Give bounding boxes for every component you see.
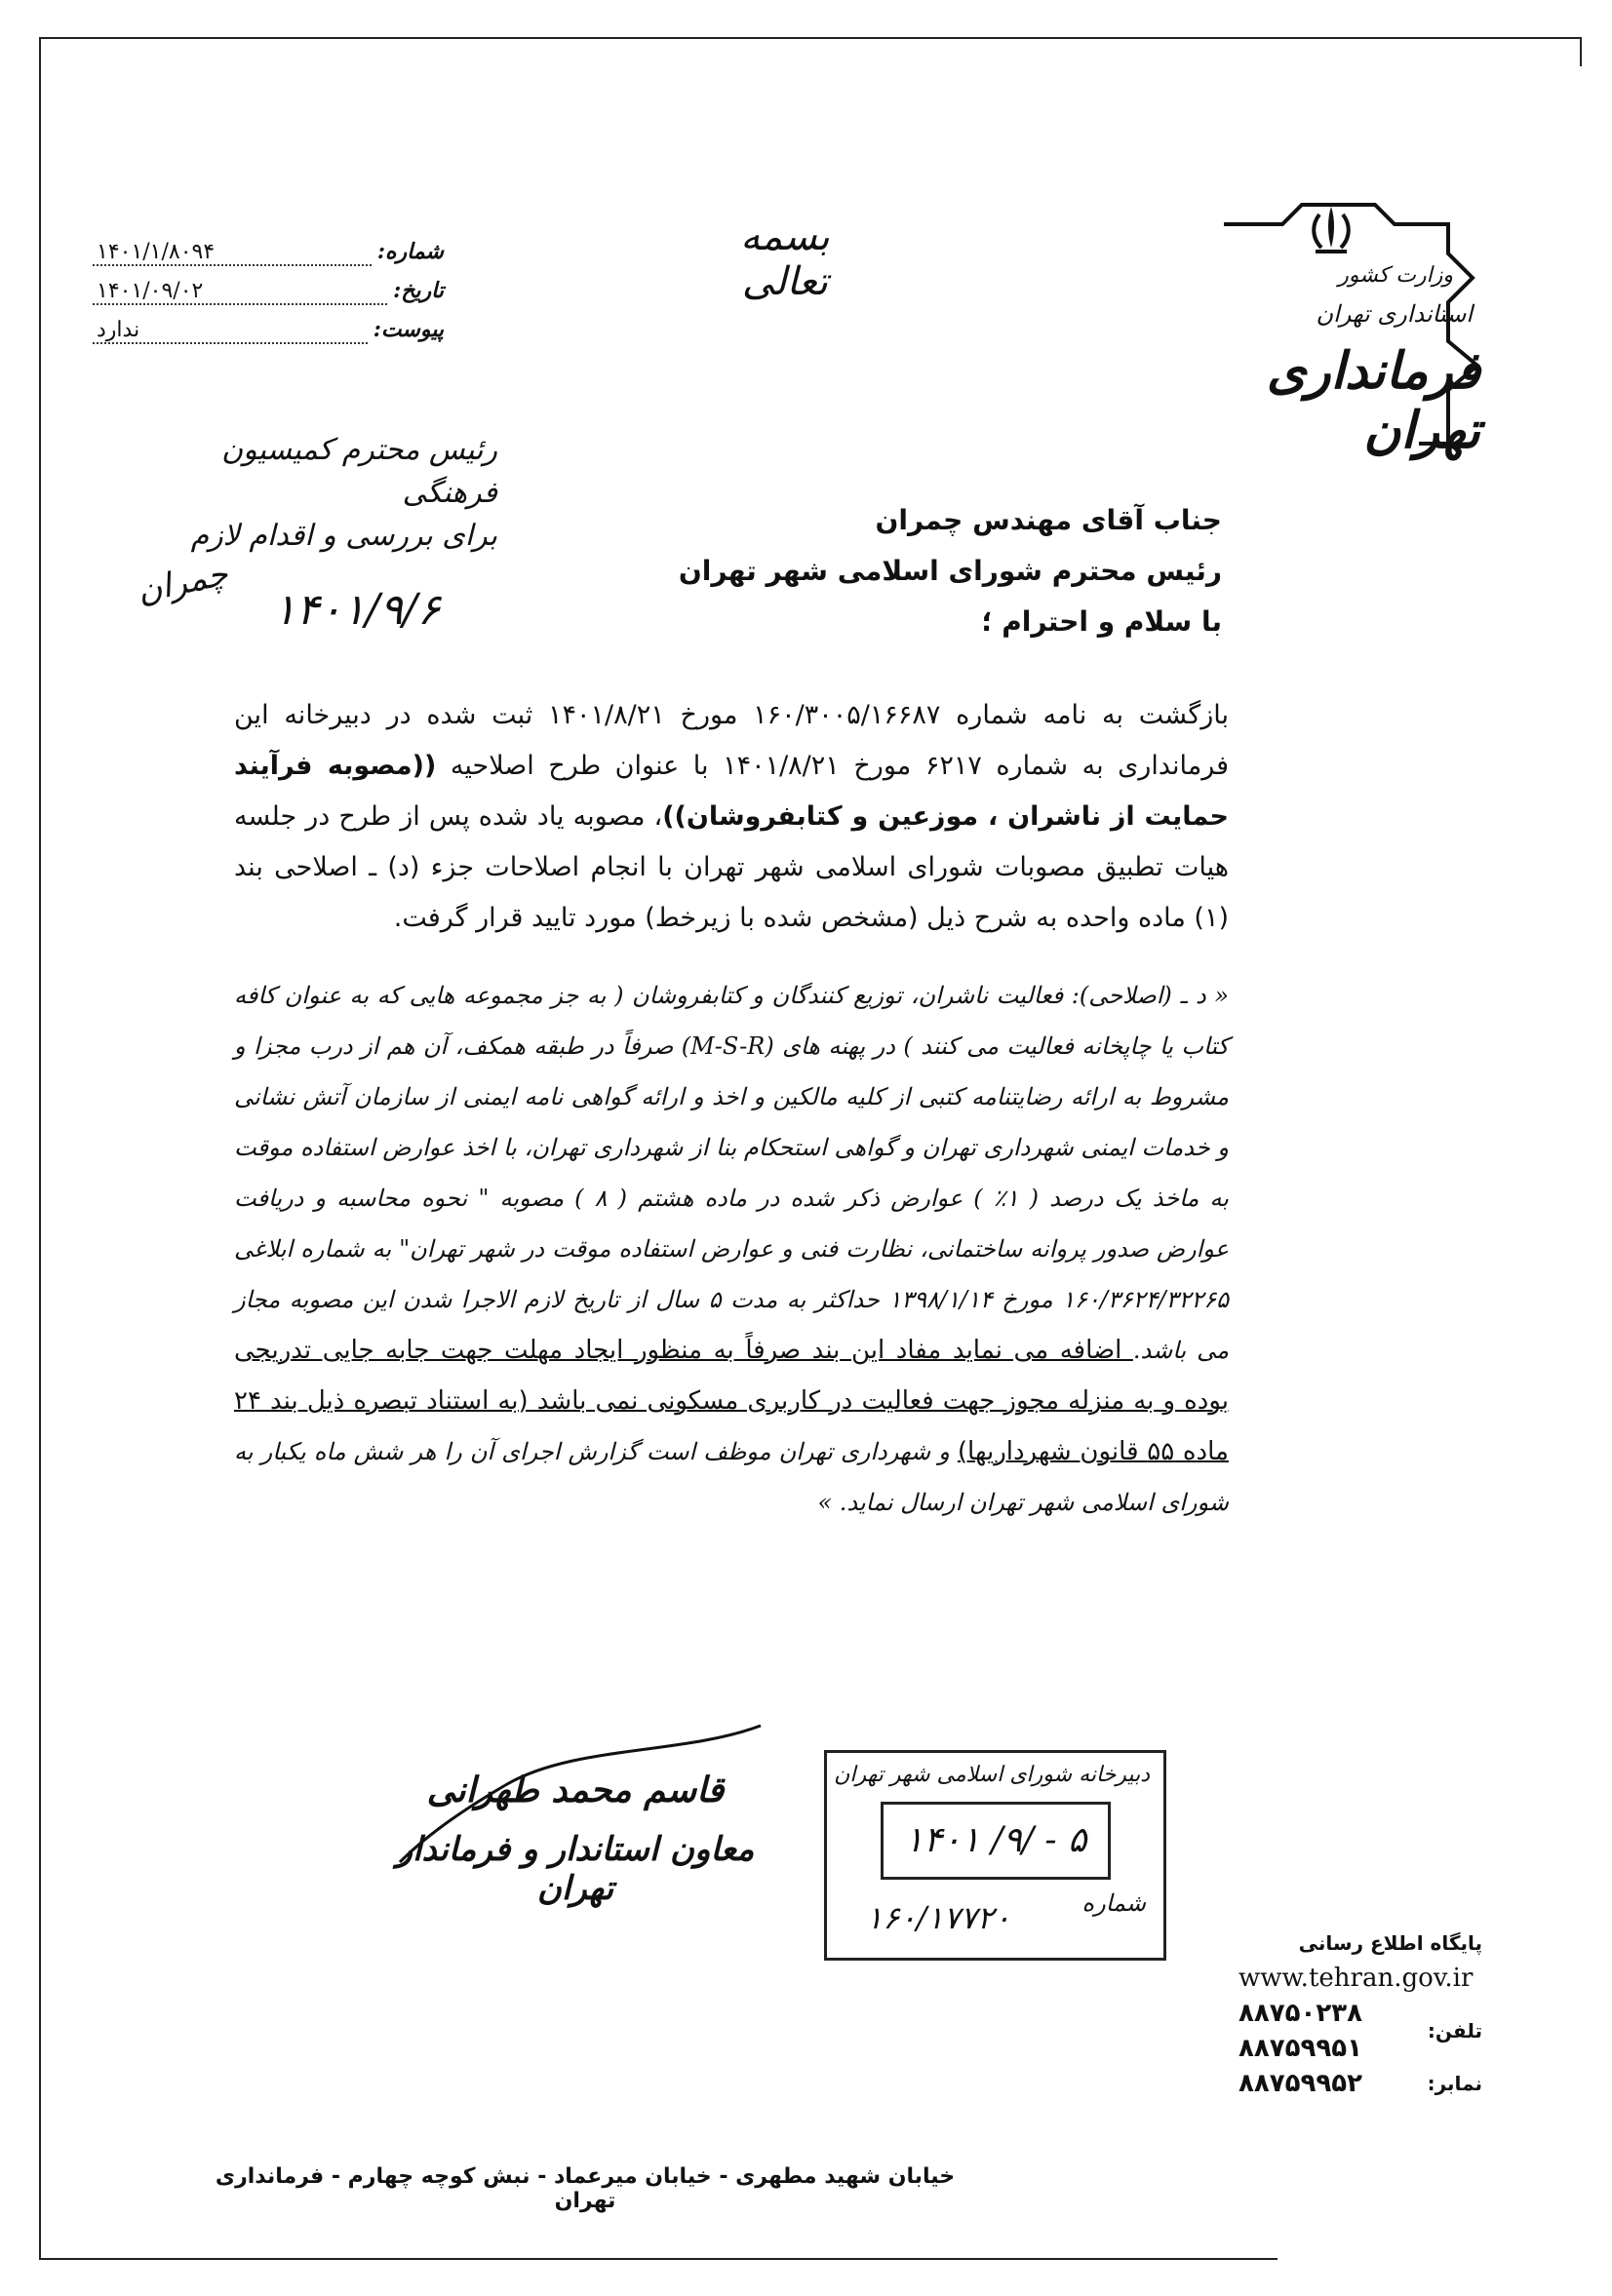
stamp-number: ۱۶۰/۱۷۷۲۰	[866, 1899, 1011, 1936]
signatory-title: معاون استاندار و فرماندار تهران	[396, 1830, 755, 1908]
meta-number-label: شماره:	[376, 239, 444, 264]
handwritten-signature: چمران	[134, 554, 232, 612]
fax-label: نمابر:	[1427, 2072, 1482, 2095]
meta-attachment-label: پیوست:	[373, 317, 444, 342]
phone-number-1: ۸۸۷۵۰۲۳۸	[1238, 1999, 1362, 2028]
addressee-name: جناب آقای مهندس چمران	[875, 504, 1222, 536]
logo-office-text: فرمانداری تهران	[1266, 341, 1480, 460]
quote-underlined-text: اضافه می نماید مفاد این بند صرفاً به منظور ایجاد مهلت جهت جابه جایی تدریجی بوده و به منزله مجوز جهت فعالیت در کاربری مسکونی نمی باشد (به استناد تبصره ذیل بند ۲۴ ماده ۵۵ قانون شهرداریها)	[234, 1336, 1229, 1466]
website-url: www.tehran.gov.ir	[1238, 1964, 1474, 1993]
governorate-logo	[1165, 195, 1512, 468]
letter-body-paragraph	[234, 690, 1229, 944]
page-border-left	[39, 37, 41, 2260]
meta-date-label: تاریخ:	[393, 278, 444, 303]
bismillah-heading: بسمه تعالی	[740, 214, 830, 304]
meta-date-row	[93, 278, 444, 317]
logo-ministry-text: وزارت کشور	[1338, 263, 1453, 288]
letter-addressee	[539, 495, 1222, 647]
stamp-date: ۱۴۰۱ /۹/ - ۵	[881, 1802, 1111, 1880]
page-border-top	[39, 37, 1582, 39]
secretariat-stamp	[824, 1750, 1166, 1961]
phone-label: تلفن:	[1427, 2019, 1482, 2043]
meta-attachment-value: ندارد	[93, 318, 368, 344]
phone-row	[1238, 1996, 1482, 2066]
body-text-part-1: بازگشت به نامه شماره ۱۶۰/۳۰۰۵/۱۶۶۸۷ مورخ ۱۴۰۱/۸/۲۱ ثبت شده در دبیرخانه این فرمانداری به شماره ۶۲۱۷ مورخ ۱۴۰۱/۸/۲۱ با عنوان طرح اصلاحیه	[234, 700, 1230, 781]
page-border-right-tick	[1580, 37, 1582, 66]
body-text-part-2: ، مصوبه یاد شده پس از طرح در جلسه هیات تطبیق مصوبات شورای اسلامی شهر تهران با انجام اصلاحات جزء (د) ـ اصلاحی بند (۱) ماده واحده به شرح ذیل (مشخص شده با زیرخط) مورد تایید قرار گرفت.	[234, 801, 1229, 933]
addressee-title: رئیس محترم شورای اسلامی شهر تهران	[678, 555, 1222, 587]
handwritten-referral-note	[146, 429, 497, 558]
fax-row	[1238, 2066, 1482, 2101]
quote-tail-text: و شهرداری تهران موظف است گزارش اجرای آن را هر شش ماه یکبار به شورای اسلامی شهر تهران ارسال نماید. »	[234, 1438, 1229, 1516]
handwritten-note-line-1: رئیس محترم کمیسیون فرهنگی	[221, 433, 497, 510]
meta-number-value: ۱۴۰۱/۱/۸۰۹۴	[93, 240, 372, 266]
quote-text: « د ـ (اصلاحی): فعالیت ناشران، توزیع کنندگان و کتابفروشان ( به جز مجموعه هایی که به عنوان کافه کتاب یا چاپخانه فعالیت می کنند ) در پهنه های (M-S-R) صرفاً در طبقه همکف، آن هم از درب مجزا و مشروط به ارائه رضایتنامه کتبی از کلیه مالکین و اخذ و ارائه گواهی نامه ایمنی از سازمان آتش نشانی و خدمات ایمنی شهرداری تهران و گواهی استحکام بنا از شهرداری تهران، با اخذ عوارض استفاده موقت به ماخذ یک درصد ( ۱٪ ) عوارض ذکر شده در ماده هشتم ( ۸ ) مصوبه " نحوه محاسبه و دریافت عوارض صدور پروانه ساختمانی، نظارت فنی و عوارض استفاده موقت در شهر تهران" به شماره ابلاغی ۱۶۰/۳۶۲۴/۳۲۲۶۵ مورخ ۱۳۹۸/۱/۱۴ حداکثر به مدت ۵ سال از تاریخ لازم الاجرا شدن این مصوبه مجاز می باشد.	[234, 982, 1229, 1364]
letter-metadata	[93, 239, 444, 356]
handwritten-date: ۱۴۰۱/۹/۶	[273, 585, 441, 635]
handwritten-note-line-2: برای بررسی و اقدام لازم	[190, 519, 497, 553]
greeting: با سلام و احترام ؛	[981, 605, 1222, 638]
phone-numbers	[1238, 1996, 1362, 2066]
website-label: پایگاه اطلاع رسانی	[1298, 1931, 1482, 1955]
body-bold-title: ((مصوبه فرآیند حمایت از ناشران ، موزعین و کتابفروشان))	[234, 751, 1229, 832]
stamp-number-label: شماره	[1081, 1889, 1146, 1917]
phone-number-2: ۸۸۷۵۹۹۵۱	[1238, 2034, 1362, 2063]
signatory-name: قاسم محمد طهرانی	[426, 1770, 725, 1810]
meta-attachment-row	[93, 317, 444, 356]
footer-address: خیابان شهید مطهری - خیابان میرعماد - نبش کوچه چهارم - فرمانداری تهران	[215, 2164, 956, 2213]
amended-clause-quote	[234, 970, 1229, 1528]
signatory-block	[361, 1770, 790, 1908]
meta-number-row	[93, 239, 444, 278]
iran-emblem-icon	[1292, 201, 1370, 259]
fax-number: ۸۸۷۵۹۹۵۲	[1238, 2069, 1362, 2098]
logo-province-text: استانداری تهران	[1316, 300, 1473, 328]
stamp-title: دبیرخانه شورای اسلامی شهر تهران	[834, 1763, 1150, 1787]
contact-info	[1238, 1926, 1482, 2101]
meta-date-value: ۱۴۰۱/۰۹/۰۲	[93, 279, 387, 305]
page-border-bottom	[39, 2258, 1278, 2260]
